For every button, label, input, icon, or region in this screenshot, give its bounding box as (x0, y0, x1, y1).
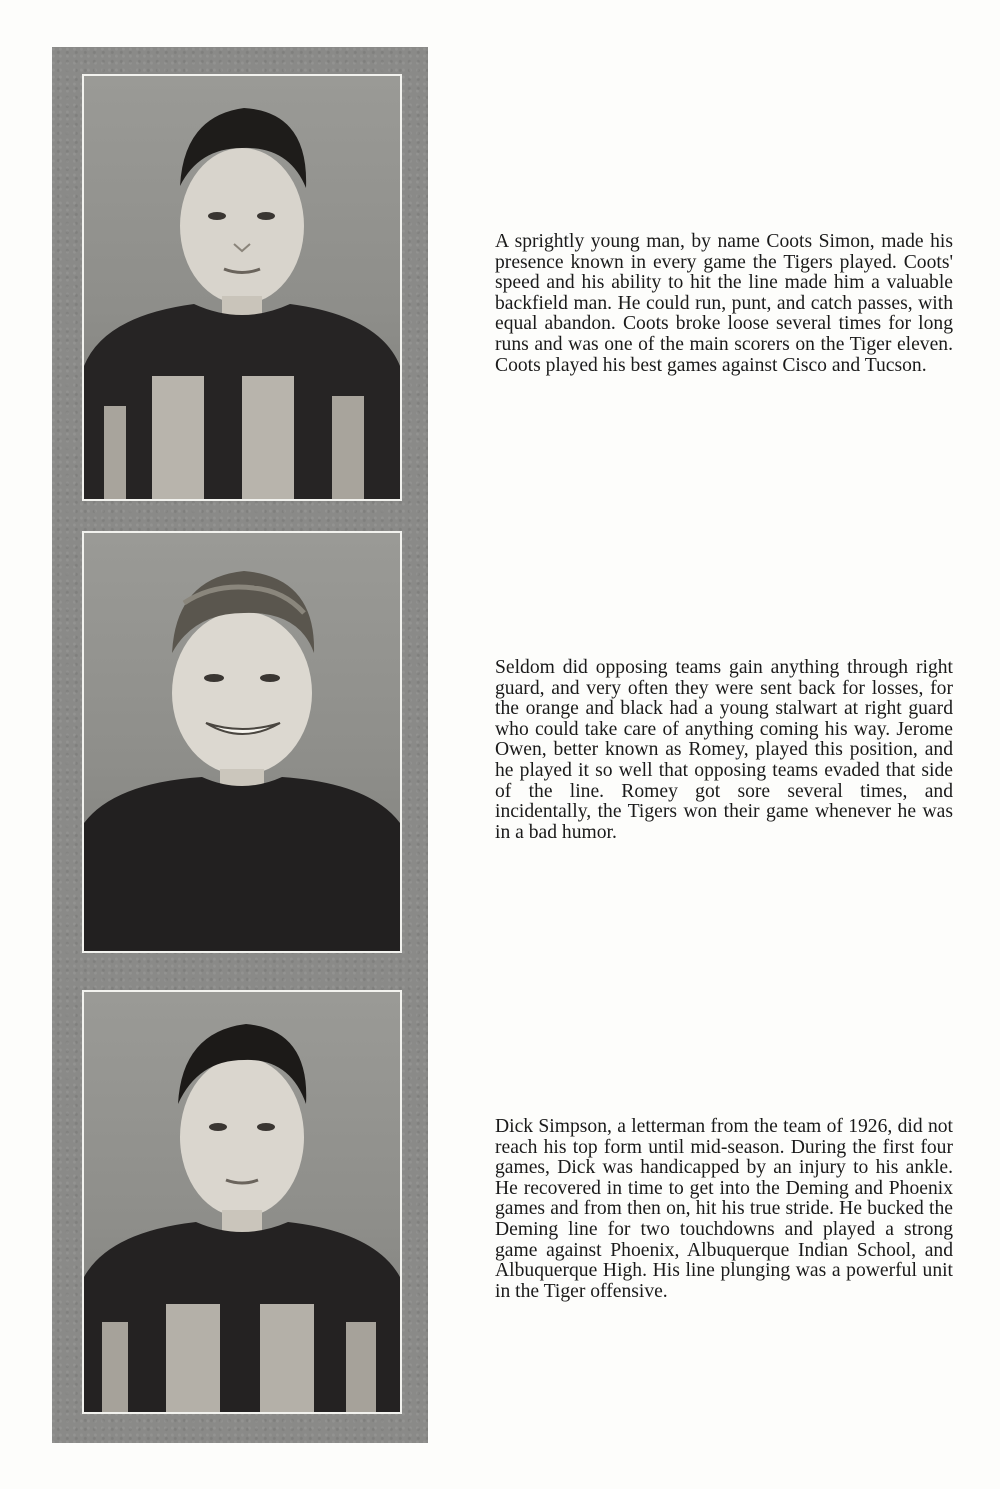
bio-jerome-owen: Seldom did opposing teams gain anything through right guard, and very often they were sent back for losses, for the orange and black had a young stalwart at right guard who could take care of anything coming his way. Jerome Owen, better known as Romey, played this position, and he played it so well that opposing teams evaded that side of the line. Romey got sore several times, and incidentally, the Tigers won their game whenever he was in a bad humor. (495, 657, 953, 843)
portrait-coots-simon (82, 74, 402, 501)
photo-strip (52, 47, 428, 1443)
portrait-jerome-owen (82, 531, 402, 953)
bio-dick-simpson: Dick Simpson, a letterman from the team of 1926, did not reach his top form until mid-season. During the first four games, Dick was handicapped by an injury to his ankle. He recovered in time to get into the Deming and Phoenix games and from then on, hit his true stride. He bucked the Deming line for two touchdowns and played a strong game against Phoenix, Albuquerque Indian School, and Albuquerque High. His line plunging was a powerful unit in the Tiger offensive. (495, 1116, 953, 1302)
bio-coots-simon: A sprightly young man, by name Coots Simon, made his presence known in every game the Tigers played. Coots' speed and his ability to hit the line made him a valuable backfield man. He could run, punt, and catch passes, with equal abandon. Coots broke loose several times for long runs and was one of the main scorers on the Tiger eleven. Coots played his best games against Cisco and Tucson. (495, 231, 953, 376)
portrait-dick-simpson (82, 990, 402, 1414)
